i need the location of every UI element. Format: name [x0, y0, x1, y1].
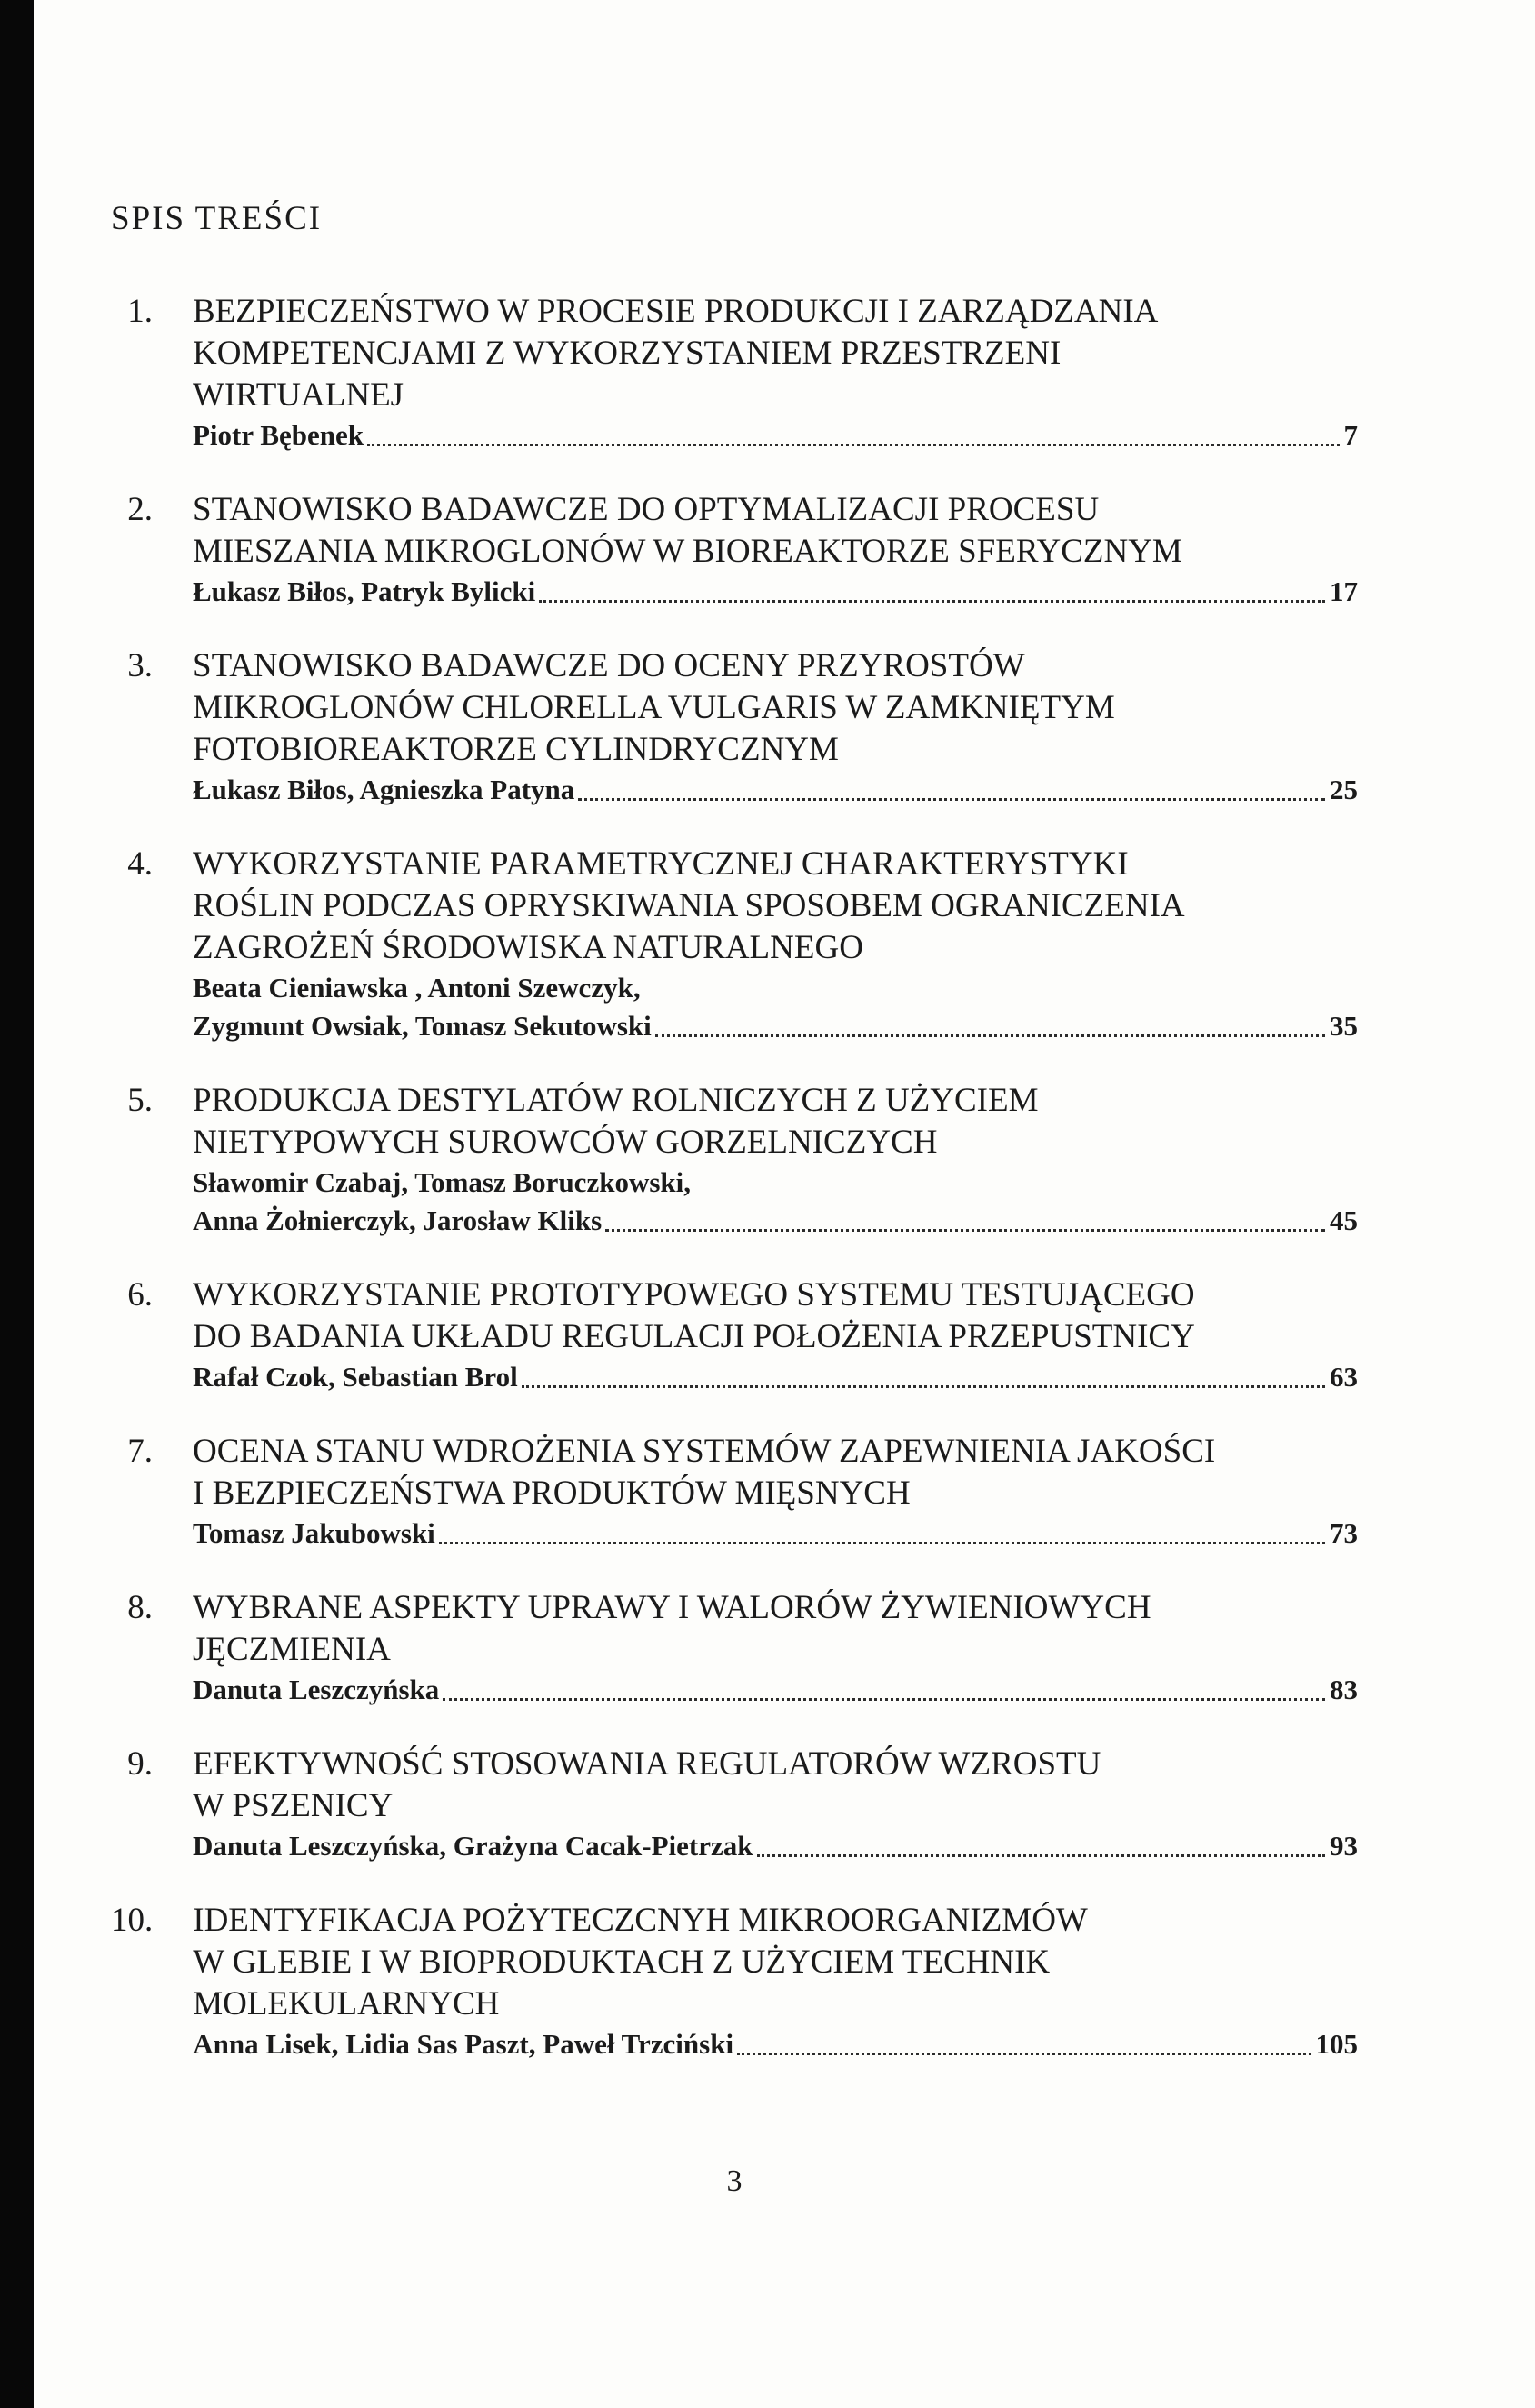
toc-entry — [111, 291, 1358, 455]
entry-title-line: I BEZPIECZEŃSTWA PRODUKTÓW MIĘSNYCH — [193, 1474, 911, 1512]
entry-page-ref: 73 — [1330, 1517, 1358, 1549]
dotted-leader — [539, 600, 1325, 603]
entry-authors: Danuta Leszczyńska, Grażyna Cacak-Pietrzak — [193, 1830, 753, 1862]
entry-authors: Sławomir Czabaj, Tomasz Boruczkowski, — [193, 1166, 691, 1198]
entry-authors-leader-row — [193, 1358, 1358, 1396]
toc-entry — [111, 1744, 1358, 1865]
entry-title-line: STANOWISKO BADAWCZE DO OPTYMALIZACJI PROCESU — [193, 491, 1100, 528]
entry-title-line: EFEKTYWNOŚĆ STOSOWANIA REGULATORÓW WZROSTU — [193, 1745, 1101, 1783]
entry-title-line: OCENA STANU WDROŻENIA SYSTEMÓW ZAPEWNIENIA JAKOŚCI — [193, 1433, 1216, 1470]
entry-number: 6. — [127, 1276, 153, 1314]
entry-body — [193, 1080, 1358, 1240]
entry-title-line: DO BADANIA UKŁADU REGULACJI POŁOŻENIA PRZEPUSTNICY — [193, 1318, 1195, 1355]
dotted-leader — [522, 1385, 1325, 1388]
toc-entry — [111, 1431, 1358, 1553]
dotted-leader — [605, 1229, 1325, 1232]
entry-title-line: MIESZANIA MIKROGLONÓW W BIOREAKTORZE SFERYCZNYM — [193, 533, 1182, 570]
entry-page-ref: 35 — [1330, 1010, 1358, 1042]
entry-title-line: BEZPIECZEŃSTWO W PROCESIE PRODUKCJI I ZARZĄDZANIA — [193, 293, 1159, 330]
entry-number: 9. — [127, 1745, 153, 1783]
toc-entry — [111, 844, 1358, 1045]
entry-title-line: IDENTYFIKACJA POŻYTECZCNYH MIKROORGANIZMÓW — [193, 1902, 1088, 1939]
entry-authors-leader-row — [193, 1514, 1358, 1553]
entry-title-line: NIETYPOWYCH SUROWCÓW GORZELNICZYCH — [193, 1124, 938, 1161]
scan-edge-strip — [0, 0, 34, 2408]
entry-authors-leader-row — [193, 416, 1358, 455]
dotted-leader — [655, 1034, 1325, 1037]
toc-entry — [111, 1080, 1358, 1240]
entry-body — [193, 645, 1358, 809]
dotted-leader — [367, 444, 1340, 446]
entry-page-ref: 83 — [1330, 1674, 1358, 1705]
entry-page-ref: 63 — [1330, 1361, 1358, 1393]
entry-title-line: STANOWISKO BADAWCZE DO OCENY PRZYROSTÓW — [193, 647, 1025, 684]
entry-page-ref: 45 — [1330, 1204, 1358, 1236]
entry-title-line: WYKORZYSTANIE PARAMETRYCZNEJ CHARAKTERYSTYKI — [193, 845, 1129, 883]
toc-content — [111, 198, 1358, 2098]
page-title: SPIS TREŚCI — [111, 200, 323, 237]
entry-number: 7. — [127, 1433, 153, 1470]
entry-page-ref: 17 — [1330, 575, 1358, 607]
dotted-leader — [439, 1542, 1325, 1544]
toc-entry — [111, 1587, 1358, 1709]
entry-number: 5. — [127, 1082, 153, 1119]
entry-number: 1. — [127, 293, 153, 330]
entry-page-ref: 105 — [1315, 2028, 1358, 2060]
entry-page-ref: 93 — [1330, 1830, 1358, 1862]
entry-title-line: ROŚLIN PODCZAS OPRYSKIWANIA SPOSOBEM OGRANICZENIA — [193, 887, 1185, 924]
entry-title-line: W PSZENICY — [193, 1787, 394, 1824]
entry-body — [193, 1431, 1358, 1553]
entry-page-ref: 25 — [1330, 774, 1358, 805]
entry-body — [193, 1274, 1358, 1396]
entry-number: 3. — [127, 647, 153, 684]
dotted-leader — [443, 1698, 1325, 1701]
entry-title-line: KOMPETENCJAMI Z WYKORZYSTANIEM PRZESTRZENI — [193, 335, 1062, 372]
entry-authors-leader-row — [193, 1671, 1358, 1709]
entry-authors: Rafał Czok, Sebastian Brol — [193, 1361, 518, 1393]
page-number: 3 — [726, 2164, 743, 2198]
dotted-leader — [578, 798, 1325, 801]
entry-number: 10. — [111, 1902, 154, 1939]
entry-body — [193, 844, 1358, 1045]
entry-authors: Danuta Leszczyńska — [193, 1674, 440, 1705]
entry-number: 8. — [127, 1589, 153, 1626]
entry-page-ref: 7 — [1343, 419, 1358, 451]
entry-title-line: WYKORZYSTANIE PROTOTYPOWEGO SYSTEMU TESTUJĄCEGO — [193, 1276, 1195, 1314]
entry-body — [193, 1900, 1358, 2063]
entry-title-line: W GLEBIE I W BIOPRODUKTACH Z UŻYCIEM TECHNIK — [193, 1943, 1051, 1981]
entry-authors-leader-row — [193, 1007, 1358, 1045]
entry-authors-leader-row — [193, 1827, 1358, 1865]
entry-authors: Anna Lisek, Lidia Sas Paszt, Paweł Trzciński — [193, 2028, 734, 2060]
dotted-leader — [757, 1854, 1326, 1857]
entry-title-line: FOTOBIOREAKTORZE CYLINDRYCZNYM — [193, 731, 839, 768]
entry-title-line: WIRTUALNEJ — [193, 376, 404, 414]
entry-authors-leader-row — [193, 771, 1358, 809]
entry-body — [193, 1587, 1358, 1709]
entry-authors: Łukasz Biłos, Patryk Bylicki — [193, 575, 536, 607]
entry-authors: Tomasz Jakubowski — [193, 1517, 435, 1549]
entry-number: 4. — [127, 845, 153, 883]
entry-authors: Anna Żołnierczyk, Jarosław Kliks — [193, 1204, 603, 1236]
entry-title-line: MIKROGLONÓW CHLORELLA VULGARIS W ZAMKNIĘTYM — [193, 689, 1115, 726]
entry-title-line: MOLEKULARNYCH — [193, 1985, 500, 2023]
entry-authors-leader-row — [193, 2025, 1358, 2063]
entry-number: 2. — [127, 491, 153, 528]
entry-body — [193, 1744, 1358, 1865]
entry-authors-leader-row — [193, 573, 1358, 611]
toc-entry — [111, 645, 1358, 809]
entry-authors: Piotr Bębenek — [193, 419, 364, 451]
toc-entry — [111, 1900, 1358, 2063]
entry-authors: Beata Cieniawska , Antoni Szewczyk, — [193, 972, 641, 1004]
toc-entry — [111, 1274, 1358, 1396]
entry-authors: Zygmunt Owsiak, Tomasz Sekutowski — [193, 1010, 652, 1042]
entry-authors-leader-row — [193, 1202, 1358, 1240]
dotted-leader — [737, 2053, 1311, 2055]
entry-title-line: JĘCZMIENIA — [193, 1631, 391, 1668]
entry-body — [193, 291, 1358, 455]
entry-body — [193, 489, 1358, 611]
entry-authors: Łukasz Biłos, Agnieszka Patyna — [193, 774, 575, 805]
toc-entry — [111, 489, 1358, 611]
toc-entries — [111, 291, 1358, 2063]
entry-title-line: ZAGROŻEŃ ŚRODOWISKA NATURALNEGO — [193, 929, 863, 966]
entry-title-line: WYBRANE ASPEKTY UPRAWY I WALORÓW ŻYWIENIOWYCH — [193, 1589, 1151, 1626]
entry-title-line: PRODUKCJA DESTYLATÓW ROLNICZYCH Z UŻYCIEM — [193, 1082, 1039, 1119]
